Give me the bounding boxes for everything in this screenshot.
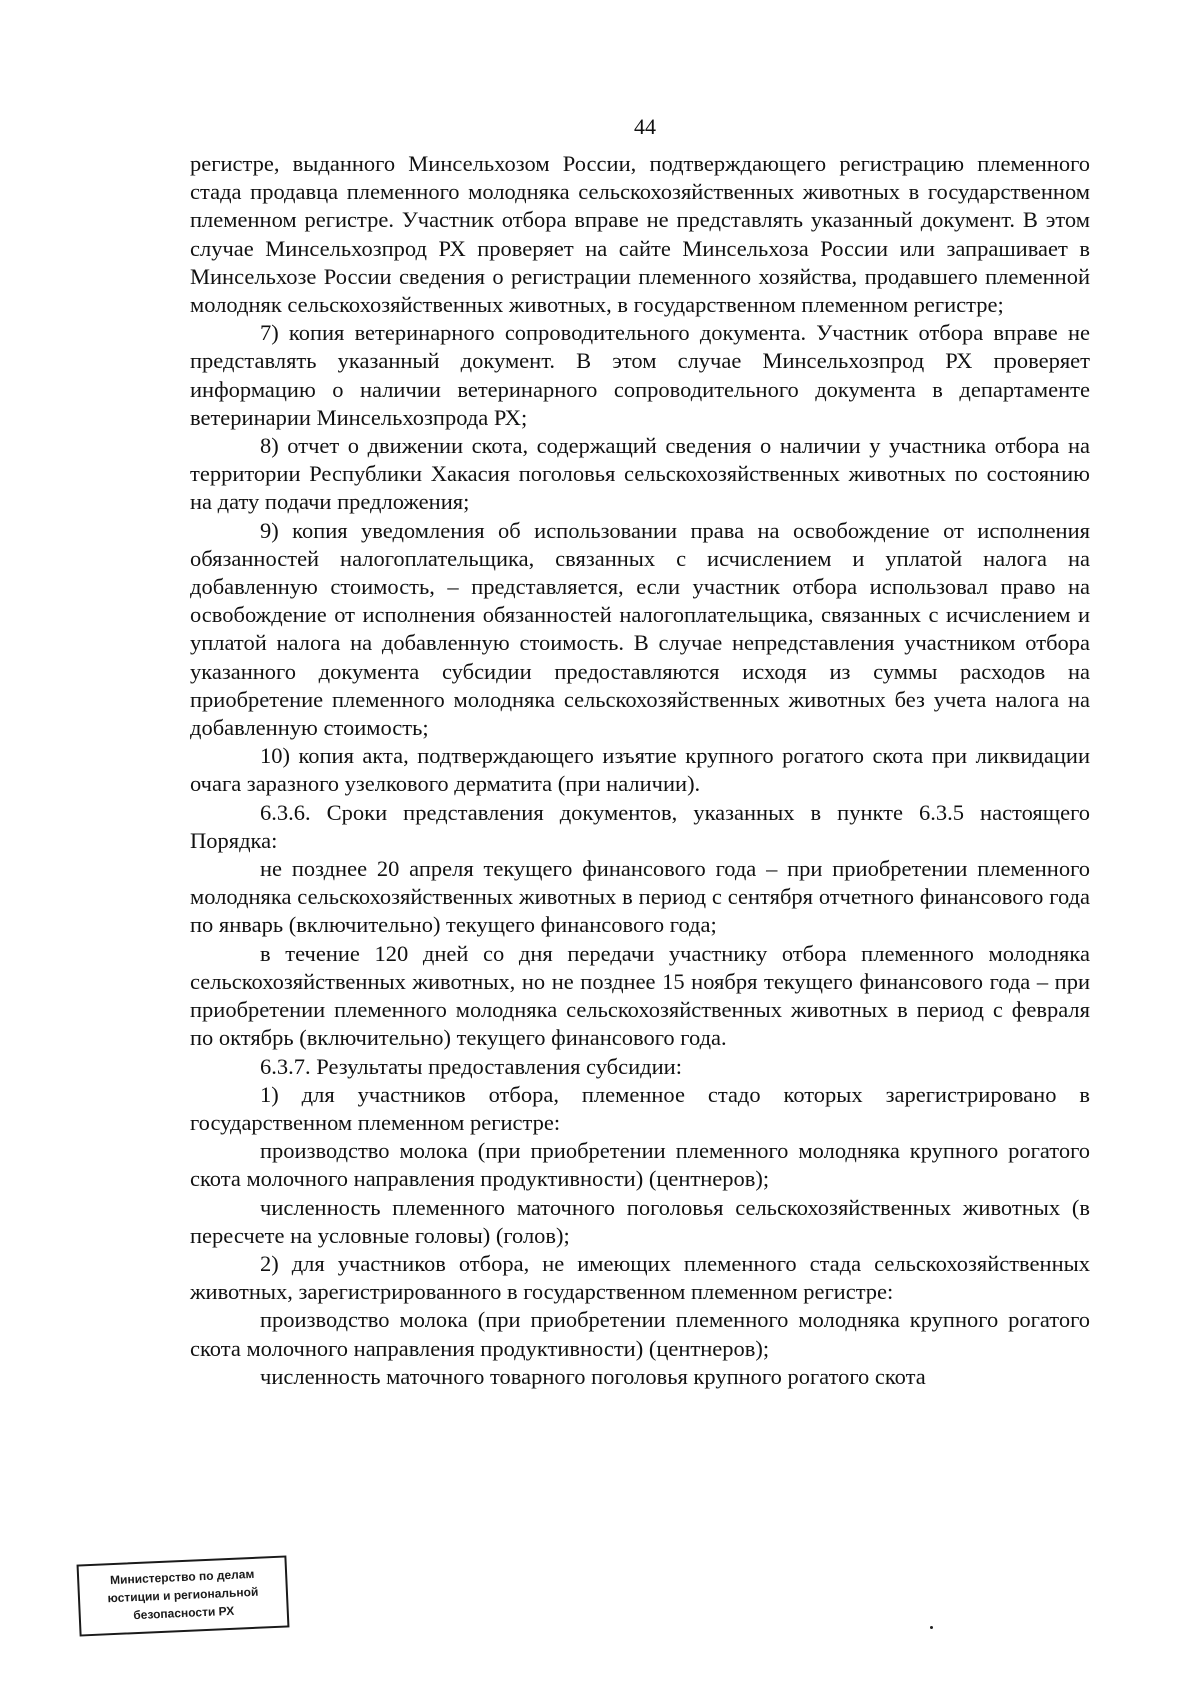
paragraph: 1) для участников отбора, племенное стадо которых зарегистрировано в государственном племенном регистре: [190, 1081, 1090, 1135]
stamp-line: Министерство по делам [109, 1566, 255, 1588]
page-number: 44 [634, 114, 656, 139]
paragraph: численность племенного маточного поголовья сельскохозяйственных животных (в пересчете на условные головы) (голов); [190, 1194, 1090, 1248]
paragraph: 10) копия акта, подтверждающего изъятие крупного рогатого скота при ликвидации очага заразного узелкового дерматита (при наличии). [190, 743, 1090, 797]
paragraph: производство молока (при приобретении племенного молодняка крупного рогатого скота молочного направления продуктивности) (центнеров); [190, 1307, 1090, 1361]
paragraph: численность маточного товарного поголовья крупного рогатого скота [260, 1363, 926, 1389]
paragraph: 9) копия уведомления об использовании права на освобождение от исполнения обязанностей налогоплательщика, связанных с исчислением и уплатой налога на добавленную стоимость, – представляется, если участник отбора использовал право на освобождение от исполнения обязанностей налогоплательщика, связанных с исчислением и уплатой налога на добавленную стоимость. В случае непредставления участником отбора указанного документа субсидии предоставляются исходя из суммы расходов на приобретение племенного молодняка сельскохозяйственных животных без учета налога на добавленную стоимость; [190, 517, 1090, 741]
paragraph: производство молока (при приобретении племенного молодняка крупного рогатого скота молочного направления продуктивности) (центнеров); [190, 1138, 1090, 1192]
paragraph: 8) отчет о движении скота, содержащий сведения о наличии у участника отбора на территории Республики Хакасия поголовья сельскохозяйственных животных по состоянию на дату подачи предложения; [190, 433, 1090, 515]
document-body [190, 150, 1090, 1391]
paragraph: 2) для участников отбора, не имеющих племенного стада сельскохозяйственных животных, зарегистрированного в государственном племенном регистре: [190, 1250, 1090, 1305]
paragraph: в течение 120 дней со дня передачи участнику отбора племенного молодняка сельскохозяйственных животных, но не позднее 15 ноября текущего финансового года – при приобретении племенного молодняка сельскохозяйственных животных в период с февраля по октябрь (включительно) текущего финансового года. [190, 940, 1090, 1051]
paragraph: регистре, выданного Минсельхозом России, подтверждающего регистрацию племенного стада продавца племенного молодняка сельскохозяйственных животных в государственном племенном регистре. Участник отбора вправе не представлять указанный документ. В этом случае Минсельхозпрод РХ проверяет на сайте Минсельхоза России или запрашивает в Минсельхозе России сведения о регистрации племенного хозяйства, продавшего племенной молодняк сельскохозяйственных животных, в государственном племенном регистре; [190, 151, 1090, 318]
ministry-stamp [77, 1555, 290, 1636]
paragraph: 6.3.7. Результаты предоставления субсидии: [260, 1053, 682, 1079]
stamp-line: безопасности РХ [133, 1603, 235, 1623]
paragraph: не позднее 20 апреля текущего финансового года – при приобретении племенного молодняка сельскохозяйственных животных в период с сентября отчетного финансового года по январь (включительно) текущего финансового года; [190, 856, 1090, 938]
paragraph: 7) копия ветеринарного сопроводительного документа. Участник отбора вправе не представлять указанный документ. В этом случае Минсельхозпрод РХ проверяет информацию о наличии ветеринарного сопроводительного документа в департаменте ветеринарии Минсельхозпрода РХ; [190, 320, 1090, 430]
paragraph: 6.3.6. Сроки представления документов, указанных в пункте 6.3.5 настоящего Порядка: [190, 799, 1090, 853]
scan-speck [930, 1626, 933, 1629]
stamp-line: юстиции и региональной [107, 1584, 259, 1606]
